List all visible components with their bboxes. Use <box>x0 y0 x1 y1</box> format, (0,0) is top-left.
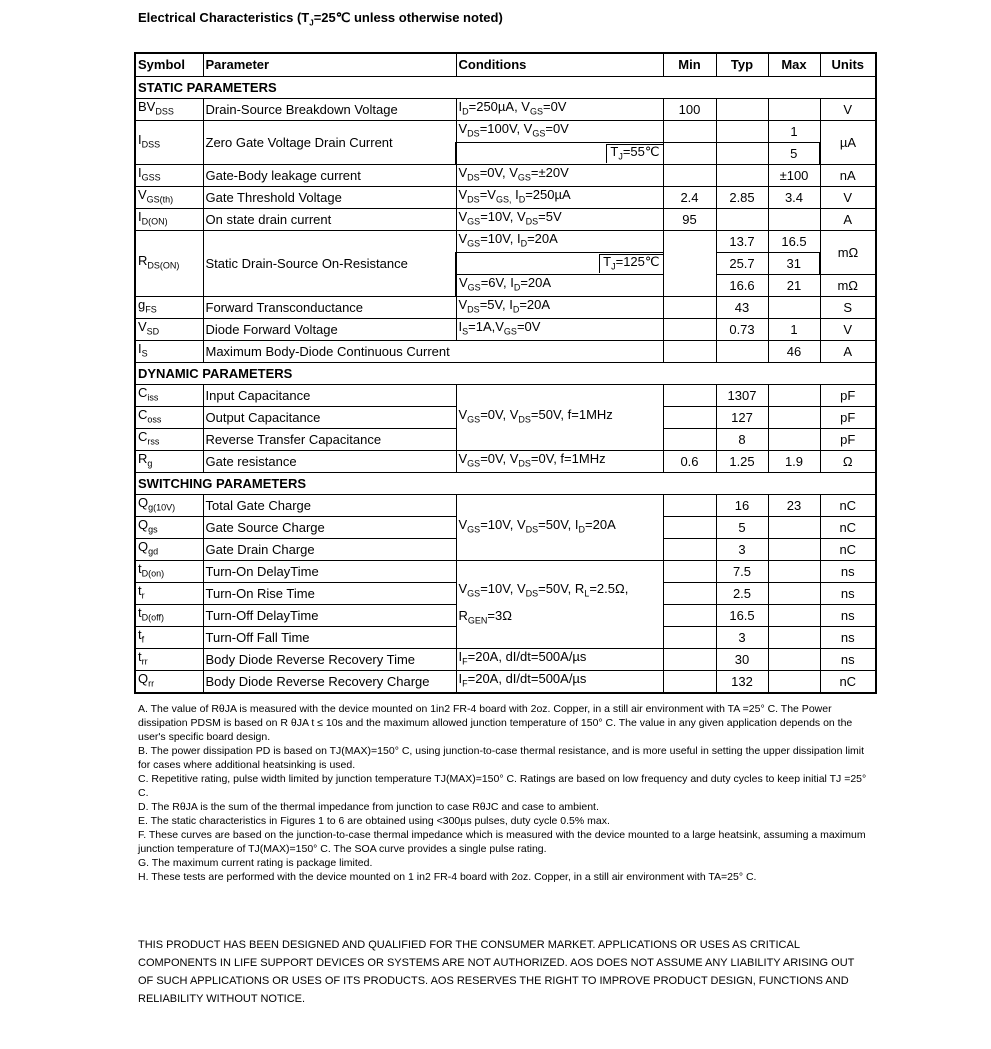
symbol-cell: $Q_{g(10V)}$ <box>135 495 203 517</box>
table-row <box>135 671 876 694</box>
max-cell <box>768 209 820 231</box>
typ-cell: 3 <box>716 539 768 561</box>
unit-cell: pF <box>820 429 876 451</box>
typ-cell: 16.6 <box>716 275 768 297</box>
tj-condition: $T_J=55℃$ <box>606 144 662 164</box>
typ-cell: 16.5 <box>716 605 768 627</box>
symbol-cell: $Q_{gd}$ <box>135 539 203 561</box>
symbol-cell: $t_{D(on)}$ <box>135 561 203 583</box>
symbol-cell: $t_f$ <box>135 627 203 649</box>
min-cell <box>663 605 716 627</box>
min-cell: 95 <box>663 209 716 231</box>
max-cell: 1.9 <box>768 451 820 473</box>
conditions-cell: $I_F=20A$, dI/dt=500A/µs <box>456 649 663 671</box>
typ-cell: 0.73 <box>716 319 768 341</box>
parameter-cell: Gate Source Charge <box>203 517 456 539</box>
max-cell <box>768 561 820 583</box>
unit-cell: µA <box>820 121 876 165</box>
min-cell <box>663 319 716 341</box>
symbol-cell: $V_{GS(th)}$ <box>135 187 203 209</box>
unit-cell: ns <box>820 627 876 649</box>
max-cell <box>768 297 820 319</box>
typ-cell: 1.25 <box>716 451 768 473</box>
conditions-cell: $I_F=20A$, dI/dt=500A/µs <box>456 671 663 694</box>
unit-cell: V <box>820 187 876 209</box>
conditions-cell: $I_S=1A,V_{GS}=0V$ <box>456 319 663 341</box>
symbol-cell: $t_r$ <box>135 583 203 605</box>
typ-cell: 3 <box>716 627 768 649</box>
unit-cell: mΩ <box>820 231 876 275</box>
max-cell <box>768 429 820 451</box>
parameter-cell: Total Gate Charge <box>203 495 456 517</box>
min-cell <box>663 121 716 143</box>
symbol-cell: $C_{oss}$ <box>135 407 203 429</box>
conditions-cell: $V_{GS}=6V$, $I_D=20A$ <box>456 275 663 297</box>
parameter-cell: Gate Drain Charge <box>203 539 456 561</box>
max-cell <box>768 517 820 539</box>
disclaimer: THIS PRODUCT HAS BEEN DESIGNED AND QUALIFIED FOR THE CONSUMER MARKET. APPLICATIONS OR USES AS CRITICAL COMPONENTS IN LIFE SUPPORT DEVICES OR SYSTEMS ARE NOT AUTHORIZED. AOS DOES NOT ASSUME ANY LIABILITY ARISING OUT OF SUCH APPLICATIONS OR USES OF ITS PRODUCTS. AOS RESERVES THE RIGHT TO IMPROVE PRODUCT DESIGN, FUNCTIONS AND RELIABILITY WITHOUT NOTICE. <box>138 939 855 1005</box>
symbol-cell: $I_{GSS}$ <box>135 165 203 187</box>
typ-cell: 30 <box>716 649 768 671</box>
min-cell <box>663 143 716 165</box>
max-cell: 5 <box>768 143 820 165</box>
unit-cell: ns <box>820 583 876 605</box>
unit-cell: V <box>820 319 876 341</box>
unit-cell: pF <box>820 407 876 429</box>
parameter-cell: Turn-Off DelayTime <box>203 605 456 627</box>
section-heading: DYNAMIC PARAMETERS <box>135 363 876 385</box>
header-cell: Max <box>768 53 820 77</box>
page-title: Electrical Characteristics ($T_J=25℃$ unless otherwise noted) <box>138 10 503 28</box>
max-cell: 31 <box>768 253 820 275</box>
tj-condition: $T_J=125℃$ <box>599 254 662 274</box>
min-cell <box>663 231 716 297</box>
symbol-cell: $I_{D(ON)}$ <box>135 209 203 231</box>
max-cell: 1 <box>768 319 820 341</box>
conditions-cell: $V_{DS}=5V$, $I_D=20A$ <box>456 297 663 319</box>
footnote: F. These curves are based on the junction-to-case thermal impedance which is measured with the device mounted to a large heatsink, assuming a maximum junction temperature of TJ(MAX)=150° C. The SOA curve provides a single pulse rating. <box>138 829 866 855</box>
parameter-cell: Forward Transconductance <box>203 297 456 319</box>
max-cell: 21 <box>768 275 820 297</box>
unit-cell: ns <box>820 649 876 671</box>
table-row <box>135 297 876 319</box>
max-cell <box>768 99 820 121</box>
symbol-cell: $BV_{DSS}$ <box>135 99 203 121</box>
parameter-cell: Output Capacitance <box>203 407 456 429</box>
parameter-cell: Body Diode Reverse Recovery Charge <box>203 671 456 694</box>
table-row <box>135 561 876 583</box>
footnote: G. The maximum current rating is package limited. <box>138 857 373 869</box>
min-cell <box>663 429 716 451</box>
footnote: A. The value of RθJA is measured with the device mounted on 1in2 FR-4 board with 2oz. Copper, in a still air environment with TA =25° C. The Power dissipation PDSM is based on R θJA t ≤ 10s and the maximum allowed junction temperature of 150° C. The value in any given application depends on the user's specific board design. <box>138 703 853 743</box>
typ-cell: 127 <box>716 407 768 429</box>
max-cell: 46 <box>768 341 820 363</box>
table-row <box>135 319 876 341</box>
footnote: B. The power dissipation PD is based on TJ(MAX)=150° C, using junction-to-case thermal resistance, and is more useful in setting the upper dissipation limit for cases where additional heatsinking is used. <box>138 745 865 771</box>
symbol-cell: $g_{FS}$ <box>135 297 203 319</box>
max-cell: 16.5 <box>768 231 820 253</box>
max-cell: 3.4 <box>768 187 820 209</box>
table-row <box>135 187 876 209</box>
typ-cell <box>716 121 768 143</box>
symbol-cell: $I_S$ <box>135 341 203 363</box>
max-cell: 1 <box>768 121 820 143</box>
max-cell <box>768 671 820 694</box>
symbol-cell: $Q_{rr}$ <box>135 671 203 694</box>
max-cell <box>768 583 820 605</box>
conditions-cell: $V_{GS}=10V$, $I_D=20A$ <box>456 231 663 253</box>
typ-cell <box>716 165 768 187</box>
parameter-cell: Drain-Source Breakdown Voltage <box>203 99 456 121</box>
max-cell <box>768 385 820 407</box>
unit-cell: ns <box>820 561 876 583</box>
symbol-cell: $C_{rss}$ <box>135 429 203 451</box>
typ-cell: 5 <box>716 517 768 539</box>
parameter-cell: Turn-On Rise Time <box>203 583 456 605</box>
conditions-cell: $V_{GS}=0V$, $V_{DS}=0V$, f=1MHz <box>456 451 663 473</box>
unit-cell: A <box>820 341 876 363</box>
min-cell <box>663 165 716 187</box>
min-cell <box>663 407 716 429</box>
unit-cell: nC <box>820 539 876 561</box>
table-row <box>135 121 876 143</box>
min-cell <box>663 495 716 517</box>
table-row <box>135 495 876 517</box>
parameter-cell: Diode Forward Voltage <box>203 319 456 341</box>
min-cell <box>663 385 716 407</box>
conditions-cell: $V_{GS}=10V$, $V_{DS}=50V$, $R_L=2.5\Omega$, $R_{GEN}=3\Omega$ <box>456 561 663 649</box>
max-cell: ±100 <box>768 165 820 187</box>
typ-cell <box>716 209 768 231</box>
symbol-cell: $t_{rr}$ <box>135 649 203 671</box>
symbol-cell: $Q_{gs}$ <box>135 517 203 539</box>
header-cell: Min <box>663 53 716 77</box>
table-row <box>135 385 876 407</box>
header-cell: Typ <box>716 53 768 77</box>
min-cell <box>663 583 716 605</box>
table-row <box>135 99 876 121</box>
conditions-cell: $V_{GS}=10V$, $V_{DS}=50V$, $I_D=20A$ <box>456 495 663 561</box>
typ-cell: 2.5 <box>716 583 768 605</box>
unit-cell: S <box>820 297 876 319</box>
conditions-cell: $V_{DS}=0V$, $V_{GS}=\pm 20V$ <box>456 165 663 187</box>
min-cell <box>663 671 716 694</box>
typ-cell: 13.7 <box>716 231 768 253</box>
typ-cell: 1307 <box>716 385 768 407</box>
table-row <box>135 649 876 671</box>
symbol-cell: $t_{D(off)}$ <box>135 605 203 627</box>
max-cell <box>768 407 820 429</box>
footnote: D. The RθJA is the sum of the thermal impedance from junction to case RθJC and case to ambient. <box>138 801 599 813</box>
typ-cell: 43 <box>716 297 768 319</box>
table-row <box>135 451 876 473</box>
conditions-cell: $I_D=250\mu A$, $V_{GS}=0V$ <box>456 99 663 121</box>
table-row <box>135 231 876 253</box>
unit-cell: nC <box>820 517 876 539</box>
conditions-cell: $V_{GS}=10V$, $V_{DS}=5V$ <box>456 209 663 231</box>
parameter-cell: Body Diode Reverse Recovery Time <box>203 649 456 671</box>
table-row <box>135 209 876 231</box>
parameter-cell: Gate resistance <box>203 451 456 473</box>
typ-cell: 132 <box>716 671 768 694</box>
unit-cell: pF <box>820 385 876 407</box>
parameter-cell: Input Capacitance <box>203 385 456 407</box>
parameter-cell: Maximum Body-Diode Continuous Current <box>203 341 663 363</box>
symbol-cell: $I_{DSS}$ <box>135 121 203 165</box>
parameter-cell: On state drain current <box>203 209 456 231</box>
electrical-characteristics-table <box>134 52 877 694</box>
unit-cell: nA <box>820 165 876 187</box>
unit-cell: Ω <box>820 451 876 473</box>
max-cell: 23 <box>768 495 820 517</box>
section-heading: STATIC PARAMETERS <box>135 77 876 99</box>
min-cell <box>663 561 716 583</box>
unit-cell: ns <box>820 605 876 627</box>
header-cell: Symbol <box>135 53 203 77</box>
conditions-cell: $V_{GS}=0V$, $V_{DS}=50V$, f=1MHz <box>456 385 663 451</box>
parameter-cell: Turn-Off Fall Time <box>203 627 456 649</box>
conditions-cell: $V_{DS}=V_{GS,}$ $I_D=250\mu A$ <box>456 187 663 209</box>
parameter-cell: Reverse Transfer Capacitance <box>203 429 456 451</box>
footnote: C. Repetitive rating, pulse width limited by junction temperature TJ(MAX)=150° C. Ratings are based on low frequency and duty cycles to keep initial TJ =25° C. <box>138 773 867 799</box>
typ-cell <box>716 143 768 165</box>
footnote: H. These tests are performed with the device mounted on 1 in2 FR-4 board with 2oz. Copper, in a still air environment with TA=25° C. <box>138 871 757 883</box>
symbol-cell: $C_{iss}$ <box>135 385 203 407</box>
unit-cell: nC <box>820 495 876 517</box>
footnotes <box>138 702 874 884</box>
min-cell <box>663 627 716 649</box>
typ-cell <box>716 99 768 121</box>
header-cell: Conditions <box>456 53 663 77</box>
max-cell <box>768 539 820 561</box>
parameter-cell: Gate-Body leakage current <box>203 165 456 187</box>
section-heading: SWITCHING PARAMETERS <box>135 473 876 495</box>
table-row <box>135 165 876 187</box>
min-cell: 100 <box>663 99 716 121</box>
typ-cell: 2.85 <box>716 187 768 209</box>
min-cell: 0.6 <box>663 451 716 473</box>
parameter-cell: Gate Threshold Voltage <box>203 187 456 209</box>
conditions-cell <box>456 253 663 275</box>
parameter-cell: Turn-On DelayTime <box>203 561 456 583</box>
typ-cell: 25.7 <box>716 253 768 275</box>
min-cell <box>663 539 716 561</box>
unit-cell: nC <box>820 671 876 694</box>
typ-cell: 8 <box>716 429 768 451</box>
footnote: E. The static characteristics in Figures 1 to 6 are obtained using <300µs pulses, duty cycle 0.5% max. <box>138 815 610 827</box>
conditions-cell <box>456 143 663 165</box>
typ-cell: 7.5 <box>716 561 768 583</box>
table-row <box>135 341 876 363</box>
header-cell: Units <box>820 53 876 77</box>
symbol-cell: $V_{SD}$ <box>135 319 203 341</box>
typ-cell <box>716 341 768 363</box>
parameter-cell: Static Drain-Source On-Resistance <box>203 231 456 297</box>
unit-cell: mΩ <box>820 275 876 297</box>
max-cell <box>768 627 820 649</box>
unit-cell: V <box>820 99 876 121</box>
min-cell <box>663 341 716 363</box>
min-cell <box>663 649 716 671</box>
unit-cell: A <box>820 209 876 231</box>
min-cell <box>663 517 716 539</box>
symbol-cell: $R_{DS(ON)}$ <box>135 231 203 297</box>
max-cell <box>768 605 820 627</box>
table-header-row <box>135 53 876 77</box>
symbol-cell: $R_g$ <box>135 451 203 473</box>
typ-cell: 16 <box>716 495 768 517</box>
min-cell: 2.4 <box>663 187 716 209</box>
parameter-cell: Zero Gate Voltage Drain Current <box>203 121 456 165</box>
max-cell <box>768 649 820 671</box>
min-cell <box>663 297 716 319</box>
header-cell: Parameter <box>203 53 456 77</box>
conditions-cell: $V_{DS}=100V$, $V_{GS}=0V$ <box>456 121 663 143</box>
